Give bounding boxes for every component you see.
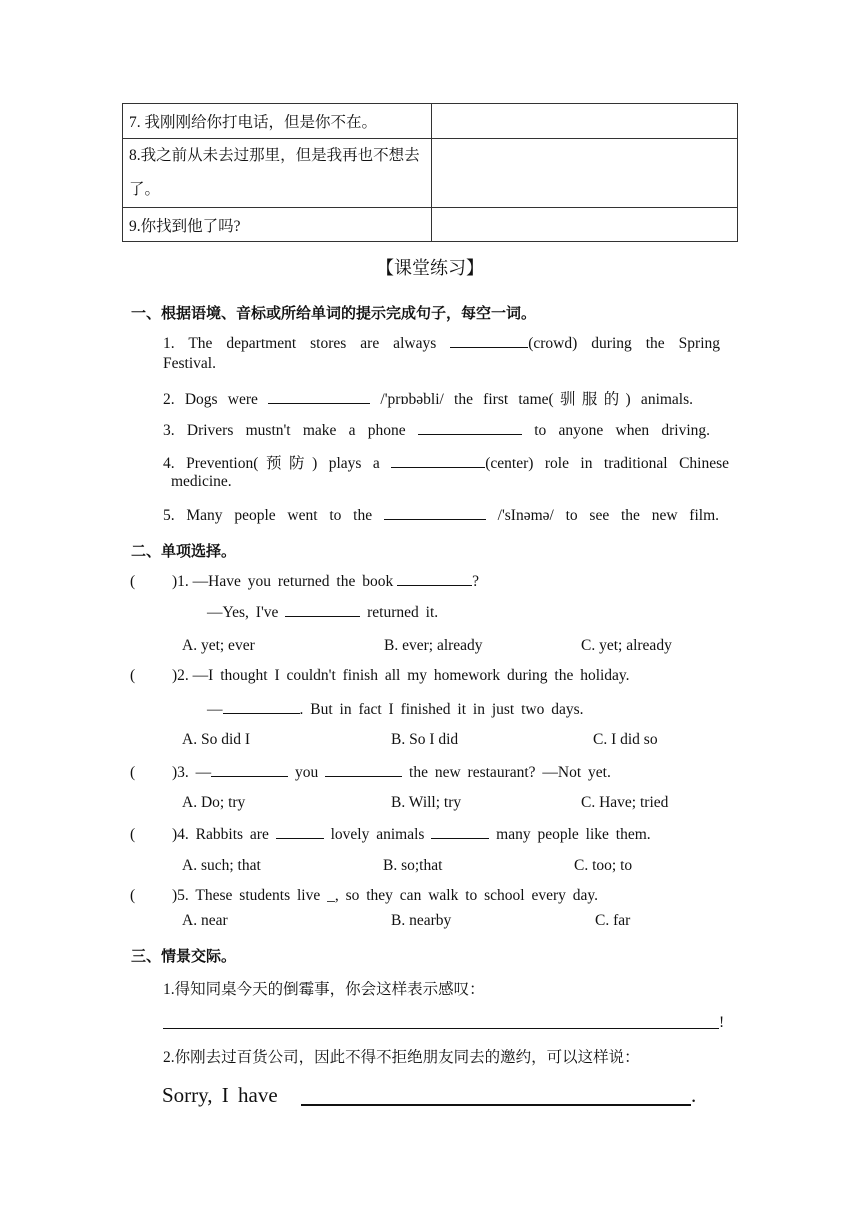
answer-paren[interactable]: ( — [130, 573, 136, 590]
s3-question-2-answer — [162, 1083, 278, 1108]
option-b[interactable]: B. ever; already — [384, 637, 483, 654]
option-b[interactable]: B. So I did — [391, 731, 459, 748]
s1-question-4-cont: medicine. — [171, 473, 232, 490]
question-number: )4. — [172, 826, 189, 843]
s1-question-1-cont: Festival. — [163, 355, 216, 372]
option-a[interactable]: A. Do; try — [182, 794, 246, 811]
mc-question-2 — [130, 667, 630, 685]
translation-table — [122, 103, 738, 242]
answer-line[interactable] — [163, 1028, 719, 1029]
table-row — [123, 104, 738, 139]
option-a[interactable]: A. near — [182, 912, 228, 929]
question-text: Rabbits are — [195, 826, 269, 843]
answer-blank[interactable] — [223, 699, 300, 714]
question-number: )1. — [172, 573, 189, 590]
answer-blank[interactable] — [325, 762, 402, 777]
question-text: many people like them. — [496, 826, 651, 843]
answer-blank[interactable] — [418, 420, 522, 435]
option-c[interactable]: C. yet; already — [581, 637, 672, 654]
option-c[interactable]: C. I did so — [593, 731, 658, 748]
mc-question-3 — [130, 762, 611, 782]
table-cell-answer[interactable] — [432, 139, 738, 208]
question-text: you — [295, 764, 319, 781]
question-text: Sorry, I have — [162, 1083, 278, 1107]
table-cell-chinese: 9.你找到他了吗? — [123, 208, 432, 242]
answer-blank[interactable] — [384, 505, 486, 520]
option-a[interactable]: A. So did I — [182, 731, 251, 748]
section-heading: 【课堂练习】 — [376, 258, 484, 279]
s1-question-1 — [163, 333, 720, 353]
question-text: —I thought I couldn't finish all my homework during the holiday. — [192, 667, 630, 684]
question-text: 1. The department stores are always — [163, 335, 437, 352]
answer-paren[interactable]: ( — [130, 887, 136, 904]
question-text: (center) role in traditional Chinese — [485, 455, 730, 472]
option-a[interactable]: A. yet; ever — [182, 637, 255, 654]
answer-blank[interactable] — [391, 453, 485, 468]
question-text: lovely animals — [330, 826, 425, 843]
option-c[interactable]: C. Have; tried — [581, 794, 669, 811]
question-number: )2. — [172, 667, 189, 684]
s1-question-4 — [163, 451, 729, 473]
question-text: —Yes, I've — [207, 604, 279, 621]
answer-blank[interactable] — [450, 333, 528, 348]
answer-line[interactable] — [301, 1104, 691, 1106]
question-text: (crowd) during the Spring — [528, 335, 720, 352]
question-text: /'sInəmə/ to see the new film. — [497, 507, 720, 524]
option-c[interactable]: C. too; to — [574, 857, 633, 874]
question-text: — — [207, 701, 223, 718]
question-text: returned it. — [367, 604, 439, 621]
exclamation-mark: ! — [719, 1014, 725, 1031]
question-number: )5. — [172, 887, 189, 904]
answer-blank[interactable] — [397, 571, 472, 586]
period-mark: . — [691, 1083, 697, 1107]
mc-question-2-reply — [207, 699, 584, 719]
answer-blank[interactable] — [268, 389, 370, 404]
question-text: 2. Dogs were — [163, 391, 258, 408]
question-text: the new restaurant? —Not yet. — [409, 764, 611, 781]
option-b[interactable]: B. so;that — [383, 857, 443, 874]
question-text: . But in fact I finished it in just two days. — [299, 701, 584, 718]
answer-paren[interactable]: ( — [130, 667, 136, 684]
s3-question-2: 2.你刚去过百货公司，因此不得不拒绝朋友同去的邀约，可以这样说： — [163, 1049, 640, 1066]
section-3-title: 三、情景交际。 — [131, 947, 237, 965]
section-1-title: 一、根据语境、音标或所给单词的提示完成句子，每空一词。 — [131, 304, 537, 322]
question-text: /'prɒbəbli/ the first tame(驯服的) animals. — [380, 391, 694, 408]
mc-question-1 — [130, 571, 479, 591]
question-text: 4. Prevention(预防) plays a — [163, 455, 380, 472]
table-row — [123, 139, 738, 208]
question-number: )3. — [172, 764, 189, 781]
s1-question-5 — [163, 505, 719, 525]
question-text: These students live _, so they can walk to school every day. — [195, 887, 599, 904]
s1-question-2 — [163, 387, 693, 409]
table-cell-answer[interactable] — [432, 208, 738, 242]
table-cell-chinese: 7. 我刚刚给你打电话，但是你不在。 — [123, 104, 432, 139]
option-c[interactable]: C. far — [595, 912, 631, 929]
mc-question-1-reply — [207, 602, 438, 622]
question-text: ? — [472, 573, 479, 590]
option-b[interactable]: B. Will; try — [391, 794, 462, 811]
answer-paren[interactable]: ( — [130, 764, 136, 781]
answer-blank[interactable] — [276, 824, 324, 839]
question-text: —Have you returned the book — [192, 573, 394, 590]
table-cell-chinese: 8.我之前从未去过那里，但是我再也不想去了。 — [123, 139, 432, 208]
answer-paren[interactable]: ( — [130, 826, 136, 843]
table-row — [123, 208, 738, 242]
s3-question-1: 1.得知同桌今天的倒霉事，你会这样表示感叹： — [163, 981, 485, 998]
option-a[interactable]: A. such; that — [182, 857, 261, 874]
question-text: to anyone when driving. — [534, 422, 711, 439]
question-text: — — [195, 764, 212, 781]
answer-blank[interactable] — [285, 602, 360, 617]
question-text: 5. Many people went to the — [163, 507, 373, 524]
s1-question-3 — [163, 420, 710, 440]
answer-blank[interactable] — [431, 824, 489, 839]
option-b[interactable]: B. nearby — [391, 912, 452, 929]
section-2-title: 二、单项选择。 — [131, 542, 237, 560]
answer-blank[interactable] — [211, 762, 288, 777]
mc-question-4 — [130, 824, 651, 844]
question-text: 3. Drivers mustn't make a phone — [163, 422, 406, 439]
mc-question-5 — [130, 887, 598, 905]
table-cell-answer[interactable] — [432, 104, 738, 139]
